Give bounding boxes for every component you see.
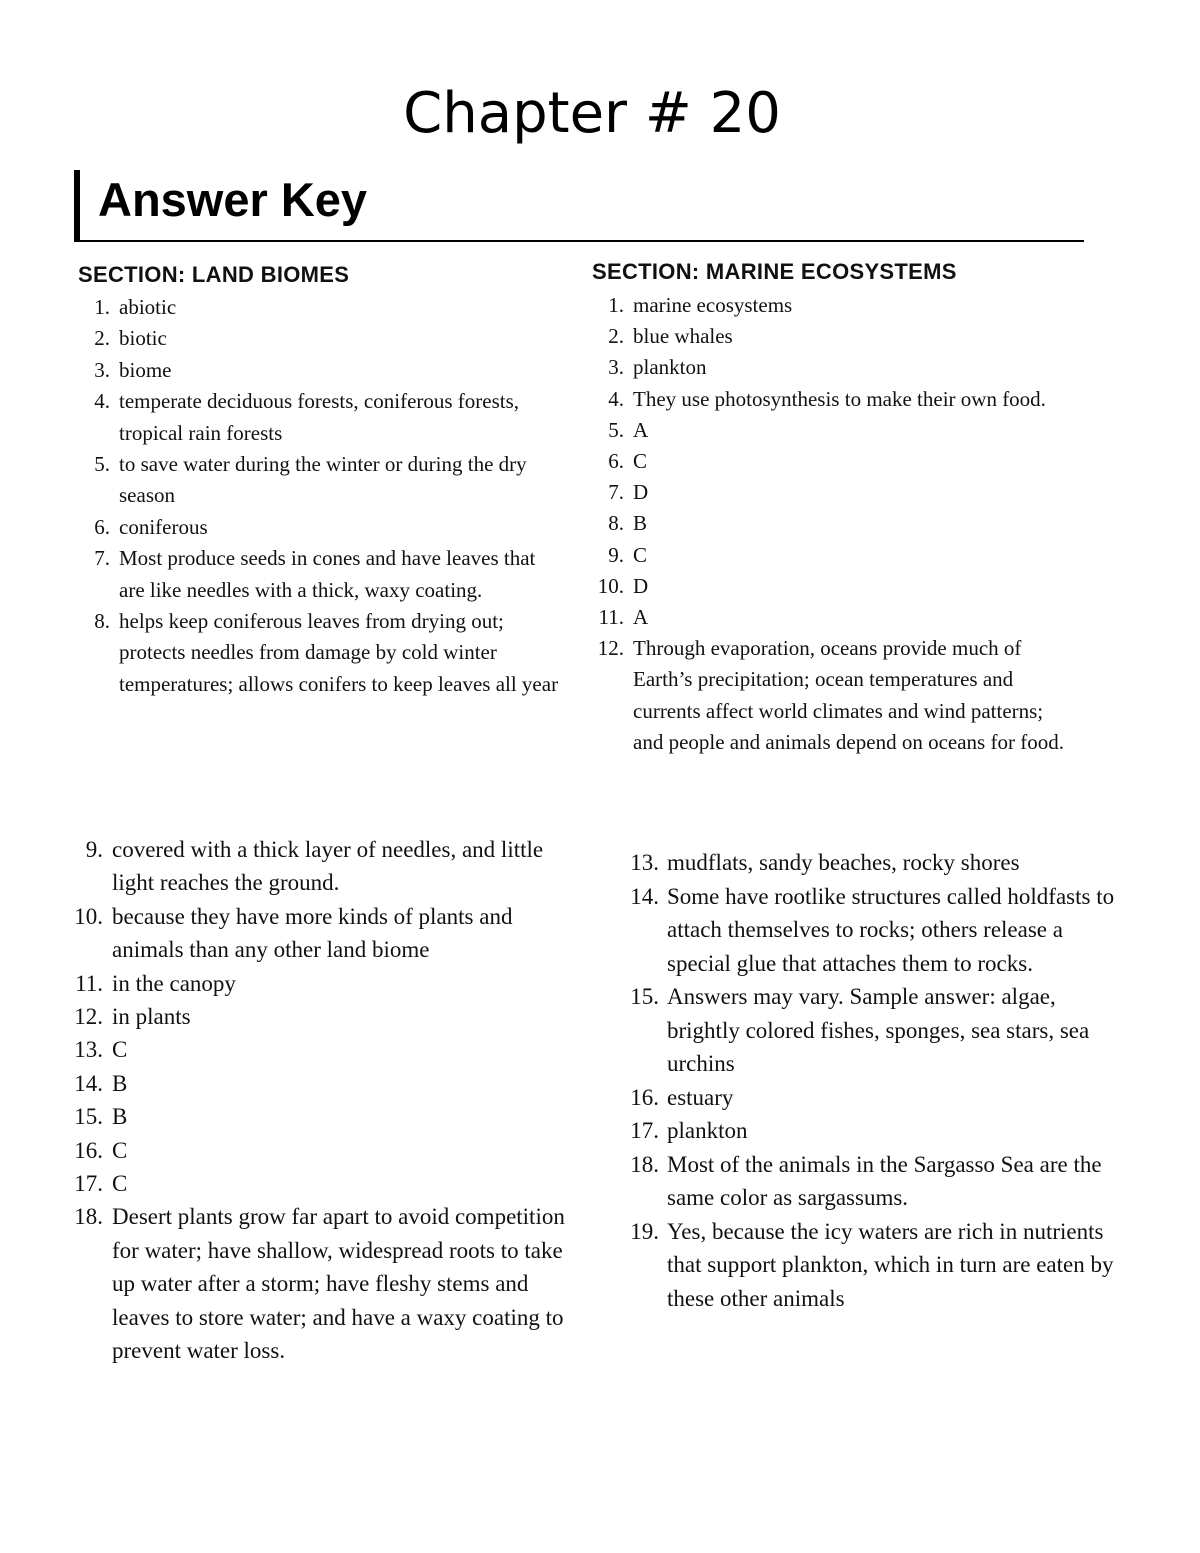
answer-item [594, 384, 1064, 415]
answer-number: 14. [630, 883, 659, 909]
answer-item [68, 1200, 568, 1367]
answer-key-header [74, 170, 1084, 242]
answer-text: to save water during the winter or during the dry season [119, 452, 527, 508]
answer-text: B [633, 511, 648, 536]
answer-item [80, 512, 560, 543]
answer-number: 13. [74, 1037, 103, 1063]
answer-text: covered with a thick layer of needles, and little light reaches the ground. [112, 837, 544, 896]
answer-item [68, 1100, 568, 1133]
marine-ecosystems-heading: SECTION: MARINE ECOSYSTEMS [592, 259, 957, 284]
answer-number: 6. [94, 514, 110, 539]
answer-item [594, 446, 1064, 477]
answer-item [80, 543, 560, 606]
land-biomes-answers-part2 [68, 833, 568, 1368]
answer-number: 17. [74, 1171, 103, 1197]
answer-text: Through evaporation, oceans provide much of Earth’s precipitation; ocean temperatures and currents affect world climates and wind patterns; and people and animals depend on oceans for food. [633, 636, 1064, 754]
answer-text: blue whales [633, 324, 733, 349]
answer-text: D [633, 480, 649, 505]
answer-number: 16. [74, 1137, 103, 1163]
answer-item [68, 1033, 568, 1066]
answer-number: 8. [94, 609, 110, 634]
answer-text: C [112, 1137, 128, 1163]
answer-text: C [112, 1037, 128, 1063]
answer-number: 6. [608, 449, 624, 474]
answer-text: B [112, 1104, 128, 1130]
answer-text: mudflats, sandy beaches, rocky shores [667, 850, 1020, 875]
answer-text: biome [119, 357, 172, 382]
answer-number: 12. [74, 1004, 103, 1030]
answer-number: 10. [597, 573, 624, 598]
answer-item [624, 980, 1124, 1081]
answer-item [594, 508, 1064, 539]
answer-number: 5. [608, 417, 624, 442]
answer-item [594, 602, 1064, 633]
answer-text: Some have rootlike structures called holdfasts to attach themselves to rocks; others release a special glue that attaches them to rocks. [667, 883, 1115, 976]
answer-item [68, 1067, 568, 1100]
marine-ecosystems-answers-part1 [594, 290, 1064, 758]
answer-item [624, 846, 1124, 880]
answer-text: C [112, 1171, 128, 1197]
answer-item [594, 477, 1064, 508]
answer-text: Desert plants grow far apart to avoid competition for water; have shallow, widespread roots to take up water after a storm; have fleshy stems and leaves to store water; and have a waxy coating to prevent water loss. [112, 1204, 565, 1364]
answer-number: 10. [74, 903, 103, 929]
answer-item [594, 540, 1064, 571]
answer-text: C [633, 542, 648, 567]
marine-ecosystems-answers-part2 [624, 846, 1124, 1315]
answer-item [594, 415, 1064, 446]
answer-text: plankton [667, 1118, 748, 1143]
answer-text: plankton [633, 355, 707, 380]
answer-text: They use photosynthesis to make their own food. [633, 386, 1046, 411]
answer-text: C [633, 449, 648, 474]
answer-number: 2. [94, 326, 110, 351]
answer-item [594, 321, 1064, 352]
answer-text: coniferous [119, 514, 208, 539]
answer-number: 5. [94, 452, 110, 477]
answer-number: 16. [630, 1084, 659, 1110]
answer-text: Yes, because the icy waters are rich in nutrients that support plankton, which in turn are eaten by these other animals [667, 1218, 1114, 1311]
answer-item [68, 833, 568, 900]
answer-item [80, 292, 560, 323]
answer-number: 8. [608, 511, 624, 536]
answer-item [68, 900, 568, 967]
answer-text: estuary [667, 1084, 734, 1110]
answer-number: 18. [74, 1204, 103, 1230]
answer-number: 7. [94, 546, 110, 571]
answer-item [624, 1215, 1124, 1316]
answer-number: 3. [608, 355, 624, 380]
answer-text: A [633, 417, 649, 442]
answer-number: 9. [85, 837, 103, 862]
answer-number: 2. [608, 324, 624, 349]
answer-number: 3. [94, 357, 110, 382]
answer-item [80, 606, 560, 700]
answer-number: 19. [630, 1218, 659, 1244]
answer-item [594, 352, 1064, 383]
answer-item [594, 571, 1064, 602]
answer-number: 4. [94, 389, 110, 414]
answer-number: 1. [94, 295, 110, 319]
answer-item [624, 1114, 1124, 1148]
answer-item [80, 323, 560, 354]
answer-number: 1. [608, 293, 624, 317]
chapter-title: Chapter # 20 [403, 81, 781, 146]
answer-item [80, 449, 560, 512]
answer-number: 18. [630, 1151, 659, 1177]
answer-item [624, 1148, 1124, 1215]
answer-number: 15. [630, 984, 659, 1009]
land-biomes-answers-part1 [80, 292, 560, 700]
answer-text: A [633, 605, 649, 630]
answer-number: 13. [630, 850, 659, 875]
answer-item [68, 967, 568, 1000]
answer-text: biotic [119, 326, 167, 351]
answer-item [68, 1000, 568, 1033]
answer-item [80, 386, 560, 449]
answer-item [624, 1081, 1124, 1115]
answer-number: 4. [608, 386, 624, 411]
answer-text: Most of the animals in the Sargasso Sea are the same color as sargassums. [667, 1151, 1102, 1210]
answer-text: abiotic [119, 295, 177, 319]
answer-item [80, 355, 560, 386]
answer-item [594, 290, 1064, 321]
answer-text: marine ecosystems [633, 293, 793, 317]
answer-text: because they have more kinds of plants and animals than any other land biome [112, 903, 513, 963]
answer-number: 7. [608, 480, 624, 505]
answer-item [594, 633, 1064, 758]
answer-text: in plants [112, 1004, 191, 1030]
answer-number: 9. [608, 542, 624, 567]
answer-key-title: Answer Key [98, 173, 368, 226]
answer-number: 11. [598, 605, 624, 630]
answer-number: 17. [630, 1118, 659, 1143]
answer-text: D [633, 573, 649, 598]
answer-number: 11. [75, 970, 103, 996]
answer-number: 14. [74, 1070, 103, 1096]
land-biomes-heading: SECTION: LAND BIOMES [78, 262, 350, 287]
answer-text: helps keep coniferous leaves from drying out; protects needles from damage by cold winter temperatures; allows conifers to keep leaves all year [119, 609, 559, 696]
answer-number: 15. [74, 1104, 103, 1130]
answer-item [68, 1167, 568, 1200]
answer-text: Answers may vary. Sample answer: algae, brightly colored fishes, sponges, sea stars, sea urchins [667, 984, 1090, 1076]
answer-text: in the canopy [112, 970, 236, 996]
answer-text: temperate deciduous forests, coniferous forests, tropical rain forests [119, 389, 520, 445]
answer-number: 12. [597, 636, 624, 661]
answer-item [68, 1134, 568, 1167]
answer-text: Most produce seeds in cones and have leaves that are like needles with a thick, waxy coating. [119, 546, 536, 602]
answer-item [624, 880, 1124, 981]
answer-text: B [112, 1070, 128, 1096]
